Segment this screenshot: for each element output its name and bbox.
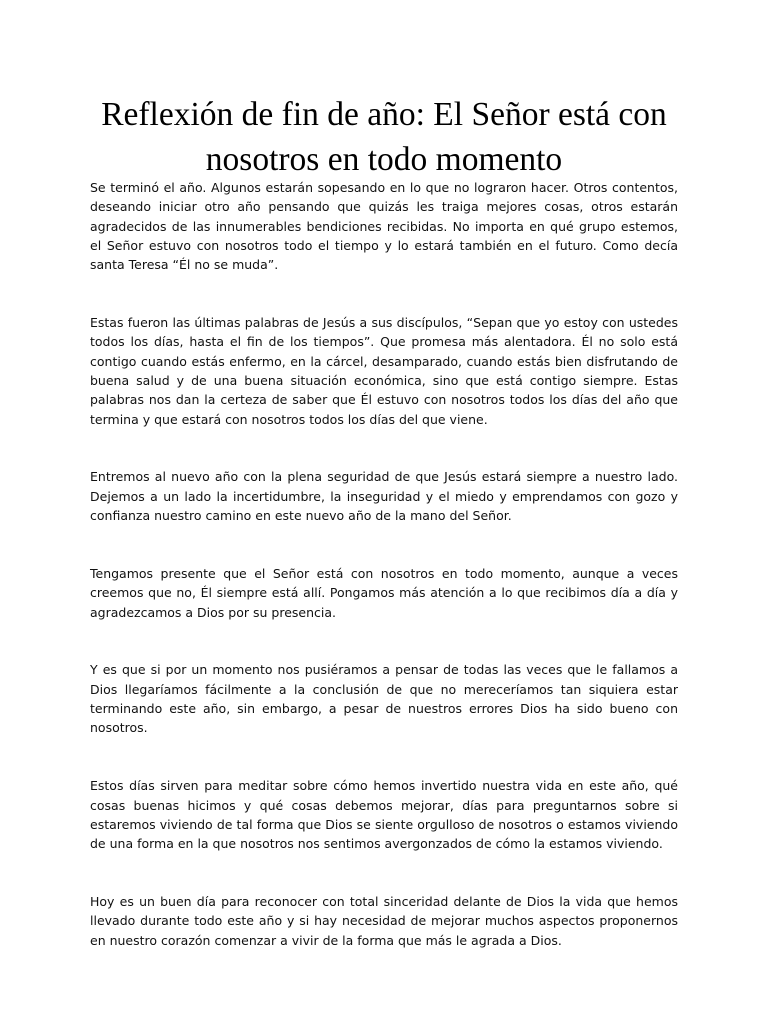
document-body (90, 178, 678, 950)
paragraph-4: Tengamos presente que el Señor está con nosotros en todo momento, aunque a veces creemos que no, Él siempre está allí. Pongamos más atención a lo que recibimos día a día y agradezcamos a Dios por su presencia. (90, 565, 678, 620)
paragraph-6: Estos días sirven para meditar sobre cómo hemos invertido nuestra vida en este año, qué cosas buenas hicimos y qué cosas debemos mejorar, días para preguntarnos sobre si estaremos viviendo de tal forma que Dios se siente orgulloso de nosotros o estamos viviendo de una forma en la que nosotros nos sentimos avergonzados de cómo la estamos viviendo. (90, 778, 678, 852)
paragraph-3: Entremos al nuevo año con la plena seguridad de que Jesús estará siempre a nuestro lado. Dejemos a un lado la incertidumbre, la inseguridad y el miedo y emprendamos con gozo y confianza nuestro camino en este nuevo año de la mano del Señor. (90, 469, 678, 524)
paragraph-7: Hoy es un buen día para reconocer con total sinceridad delante de Dios la vida que hemos llevado durante todo este año y si hay necesidad de mejorar muchos aspectos proponernos en nuestro corazón comenzar a vivir de la forma que más le agrada a Dios. (90, 893, 678, 948)
paragraph-1: Se terminó el año. Algunos estarán sopesando en lo que no lograron hacer. Otros contentos, deseando iniciar otro año pensando que quizás les traiga mejores cosas, otros estarán agradecidos de las innumerables bendiciones recibidas. No importa en qué grupo estemos, el Señor estuvo con nosotros todo el tiempo y lo estará también en el futuro. Como decía santa Teresa “Él no se muda”. (90, 180, 678, 273)
paragraph-2: Estas fueron las últimas palabras de Jesús a sus discípulos, “Sepan que yo estoy con ustedes todos los días, hasta el fin de los tiempos”. Que promesa más alentadora. Él no solo está contigo cuando estás enfermo, en la cárcel, desamparado, cuando estás bien disfrutando de buena salud y de una buena situación económica, sino que está contigo siempre. Estas palabras nos dan la certeza de saber que Él estuvo con nosotros todos los días del año que termina y que estará con nosotros todos los días del que viene. (90, 315, 678, 427)
document-title: Reflexión de fin de año: El Señor está con nosotros en todo momento (101, 96, 667, 178)
paragraph-5: Y es que si por un momento nos pusiéramos a pensar de todas las veces que le fallamos a Dios llegaríamos fácilmente a la conclusión de que no mereceríamos tan siquiera estar terminando este año, sin embargo, a pesar de nuestros errores Dios ha sido bueno con nosotros. (90, 662, 678, 736)
